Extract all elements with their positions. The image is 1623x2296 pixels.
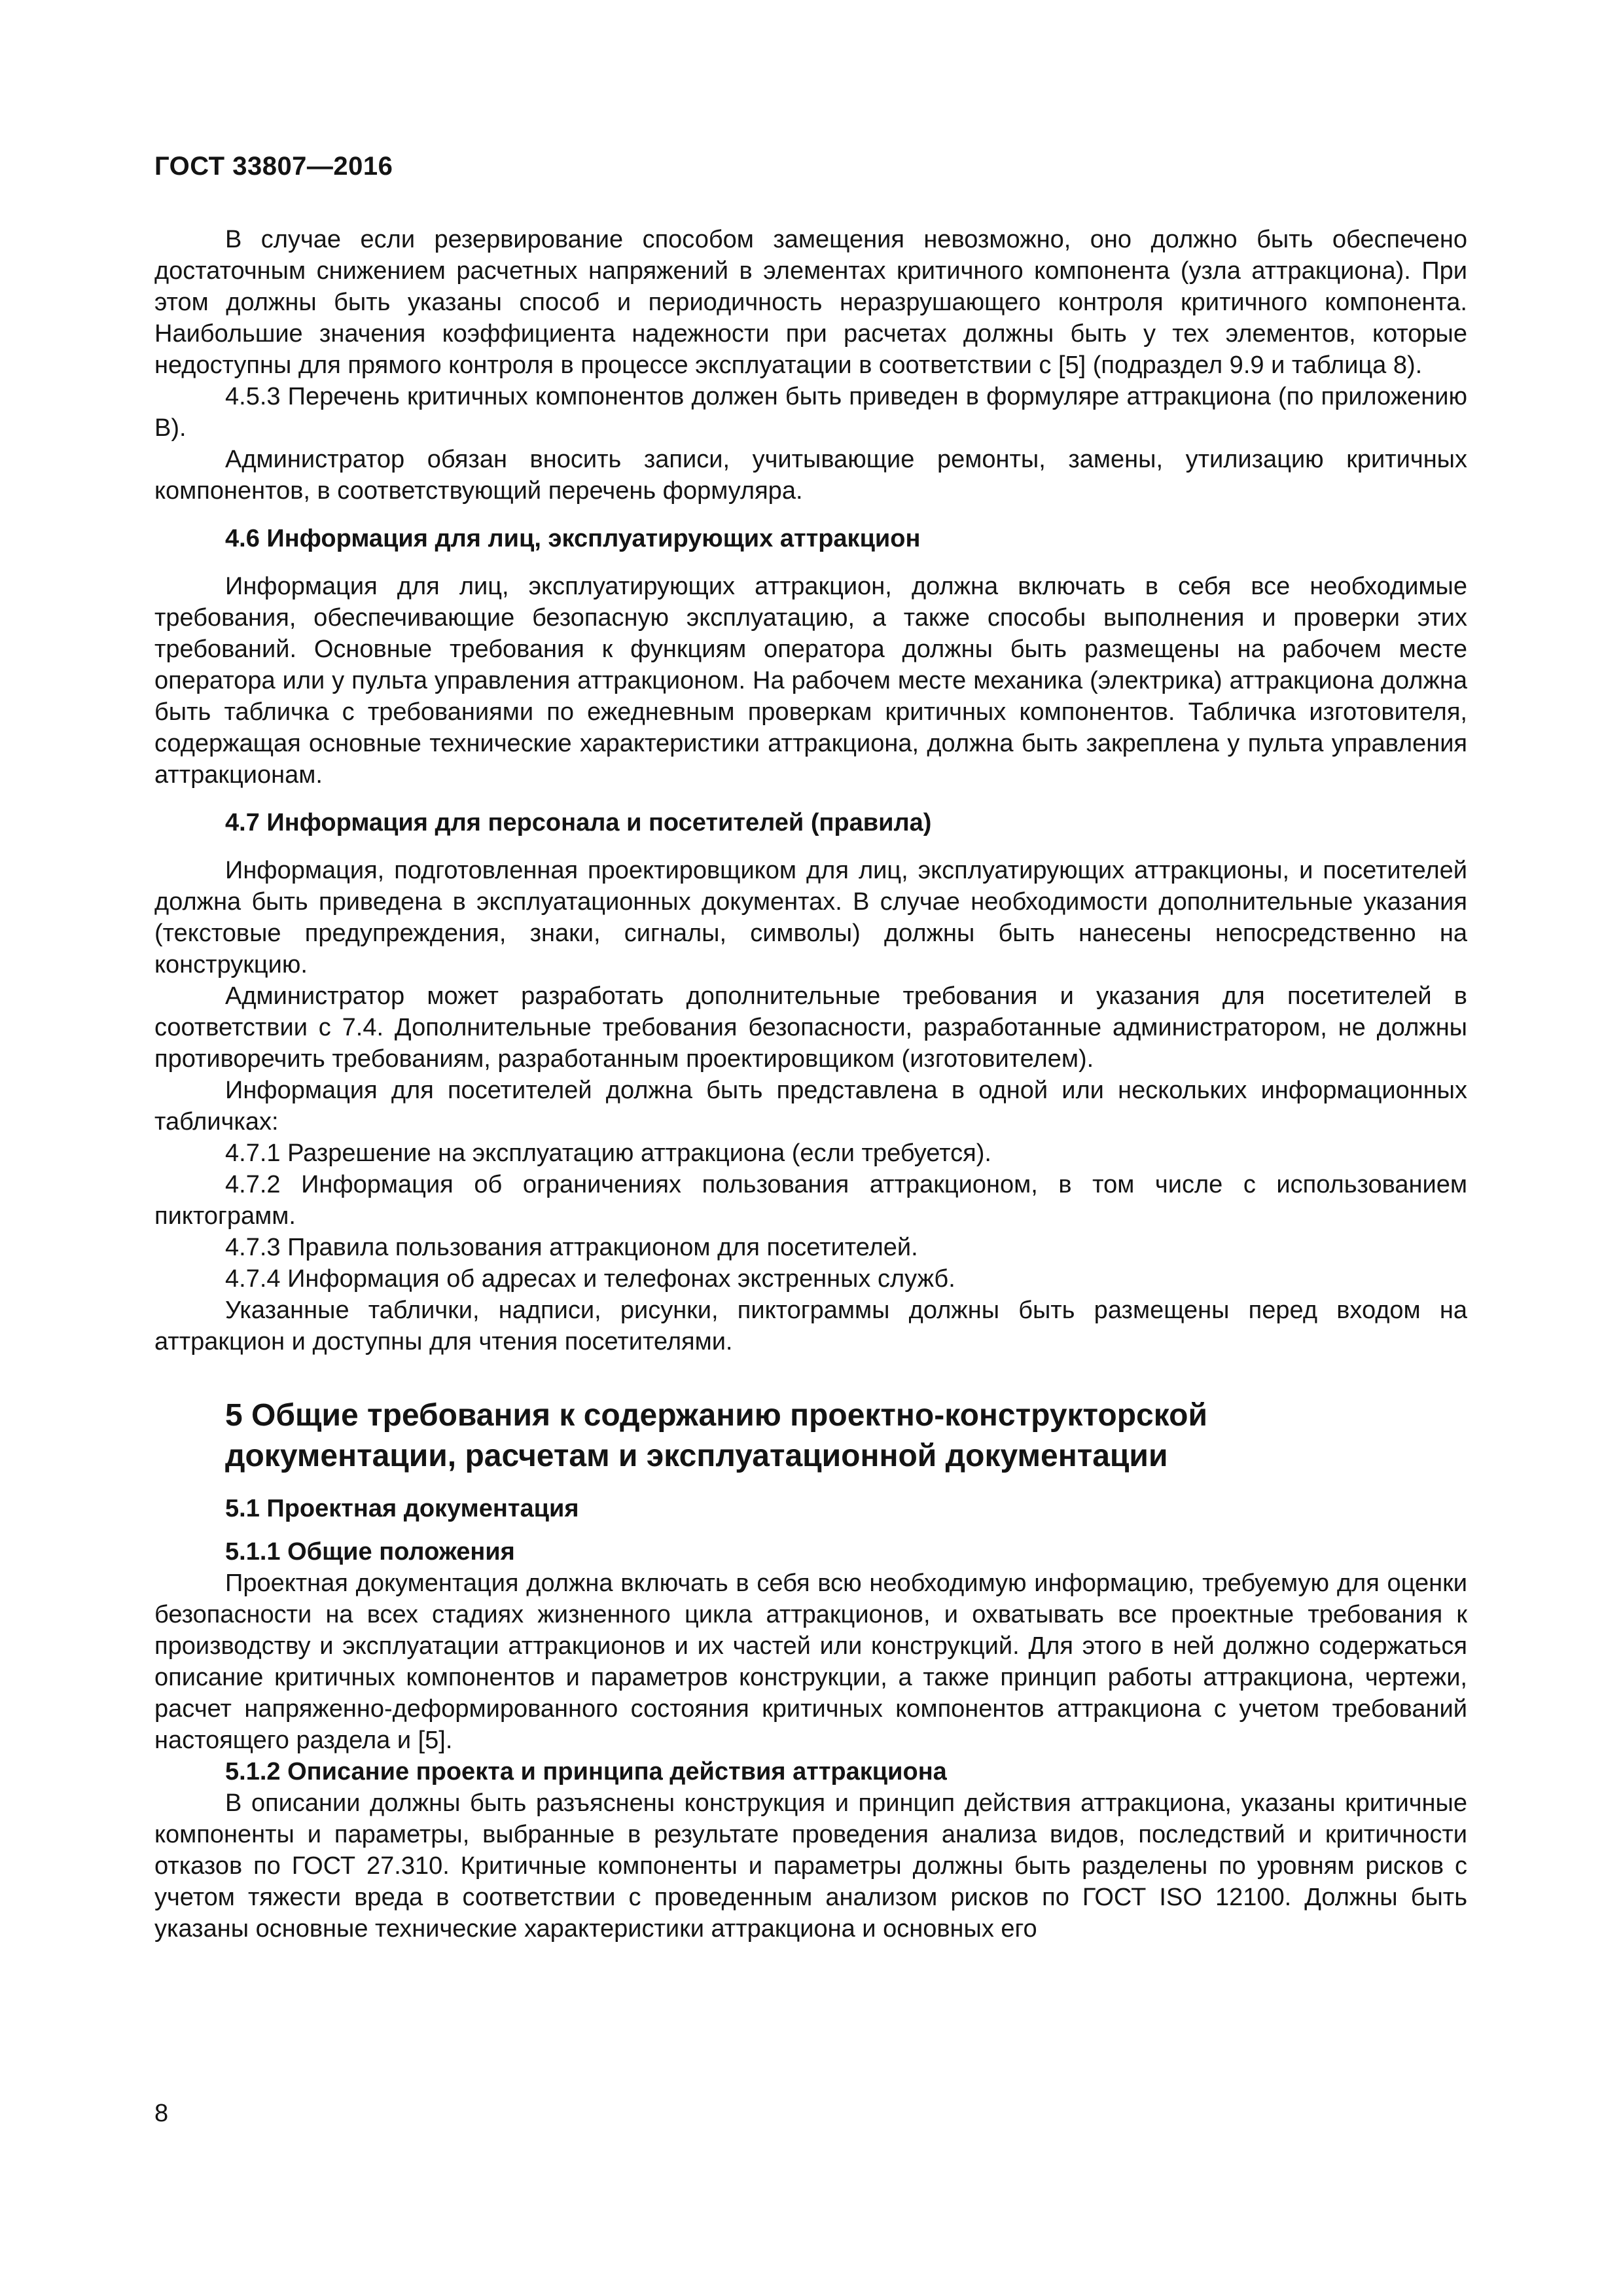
- paragraph: Информация для лиц, эксплуатирующих аттракцион, должна включать в себя все необходимые требования, обеспечивающие безопасную эксплуатацию, а также способы выполнения и проверки этих требований. Основные требования к функциям оператора должны быть размещены на рабочем месте оператора или у пульта управления аттракционом. На рабочем месте механика (электрика) аттракциона должна быть табличка с требованиями по ежедневным проверкам критичных компонентов. Табличка изготовителя, содержащая основные технические характеристики аттракциона, должна быть закреплена у пульта управления аттракционам.: [154, 573, 1467, 789]
- paragraph: Проектная документация должна включать в себя всю необходимую информацию, требуемую для оценки безопасности на всех стадиях жизненного цикла аттракционов, и охватывать все проектные требования к производству и эксплуатации аттракционов и их частей или конструкций. Для этого в ней должно содержаться описание критичных компонентов и параметров конструкции, а также принцип работы аттракциона, чертежи, расчет напряженно-деформированного состояния критичных компонентов аттракциона с учетом требований настоящего раздела и [5].: [154, 1570, 1467, 1754]
- paragraph: Указанные таблички, надписи, рисунки, пиктограммы должны быть размещены перед входом на аттракцион и доступны для чтения посетителями.: [154, 1297, 1467, 1355]
- list-item: 4.7.4 Информация об адресах и телефонах экстренных служб.: [225, 1265, 955, 1293]
- section-heading-5-1: 5.1 Проектная документация: [225, 1495, 579, 1522]
- section-heading-4-7: 4.7 Информация для персонала и посетителей (правила): [225, 809, 932, 836]
- paragraph: Администратор обязан вносить записи, учитывающие ремонты, замены, утилизацию критичных компонентов, в соответствующий перечень формуляра.: [154, 446, 1467, 505]
- list-item: 4.7.3 Правила пользования аттракционом для посетителей.: [225, 1234, 918, 1261]
- paragraph: В случае если резервирование способом замещения невозможно, оно должно быть обеспечено достаточным снижением расчетных напряжений в элементах критичного компонента (узла аттракциона). При этом должны быть указаны способ и периодичность неразрушающего контроля критичного компонента. Наибольшие значения коэффициента надежности при расчетах должны быть у тех элементов, которые недоступны для прямого контроля в процессе эксплуатации в соответствии с [5] (подраздел 9.9 и таблица 8).: [154, 226, 1467, 379]
- document-header: ГОСТ 33807—2016: [154, 152, 393, 181]
- paragraph: Информация для посетителей должна быть представлена в одной или нескольких информационных табличках:: [154, 1077, 1467, 1136]
- subsection-heading-5-1-1: 5.1.1 Общие положения: [225, 1538, 515, 1566]
- list-item: 4.7.1 Разрешение на эксплуатацию аттракциона (если требуется).: [225, 1139, 991, 1167]
- chapter-heading-5: 5 Общие требования к содержанию проектно-конструкторской документации, расчетам и эксплуатационной документации: [225, 1398, 1207, 1473]
- paragraph: Информация, подготовленная проектировщиком для лиц, эксплуатирующих аттракционы, и посетителей должна быть приведена в эксплуатационных документах. В случае необходимости дополнительные указания (текстовые предупреждения, знаки, сигналы, символы) должны быть нанесены непосредственно на конструкцию.: [154, 857, 1467, 978]
- section-heading-4-6: 4.6 Информация для лиц, эксплуатирующих аттракцион: [225, 525, 921, 552]
- paragraph: 4.5.3 Перечень критичных компонентов должен быть приведен в формуляре аттракциона (по приложению В).: [154, 383, 1467, 442]
- page-number: 8: [154, 2100, 169, 2127]
- paragraph: Администратор может разработать дополнительные требования и указания для посетителей в соответствии с 7.4. Дополнительные требования безопасности, разработанные администратором, не должны противоречить требованиям, разработанным проектировщиком (изготовителем).: [154, 982, 1467, 1073]
- paragraph: В описании должны быть разъяснены конструкция и принцип действия аттракциона, указаны критичные компоненты и параметры, выбранные в результате проведения анализа видов, последствий и критичности отказов по ГОСТ 27.310. Критичные компоненты и параметры должны быть разделены по уровням рисков с учетом тяжести вреда в соответствии с проведенным анализом рисков по ГОСТ ISO 12100. Должны быть указаны основные технические характеристики аттракциона и основных его: [154, 1789, 1467, 1943]
- list-item: 4.7.2 Информация об ограничениях пользования аттракционом, в том числе с использованием пиктограмм.: [154, 1171, 1467, 1230]
- document-body: [154, 224, 1467, 1945]
- subsection-heading-5-1-2: 5.1.2 Описание проекта и принципа действия аттракциона: [225, 1758, 947, 1785]
